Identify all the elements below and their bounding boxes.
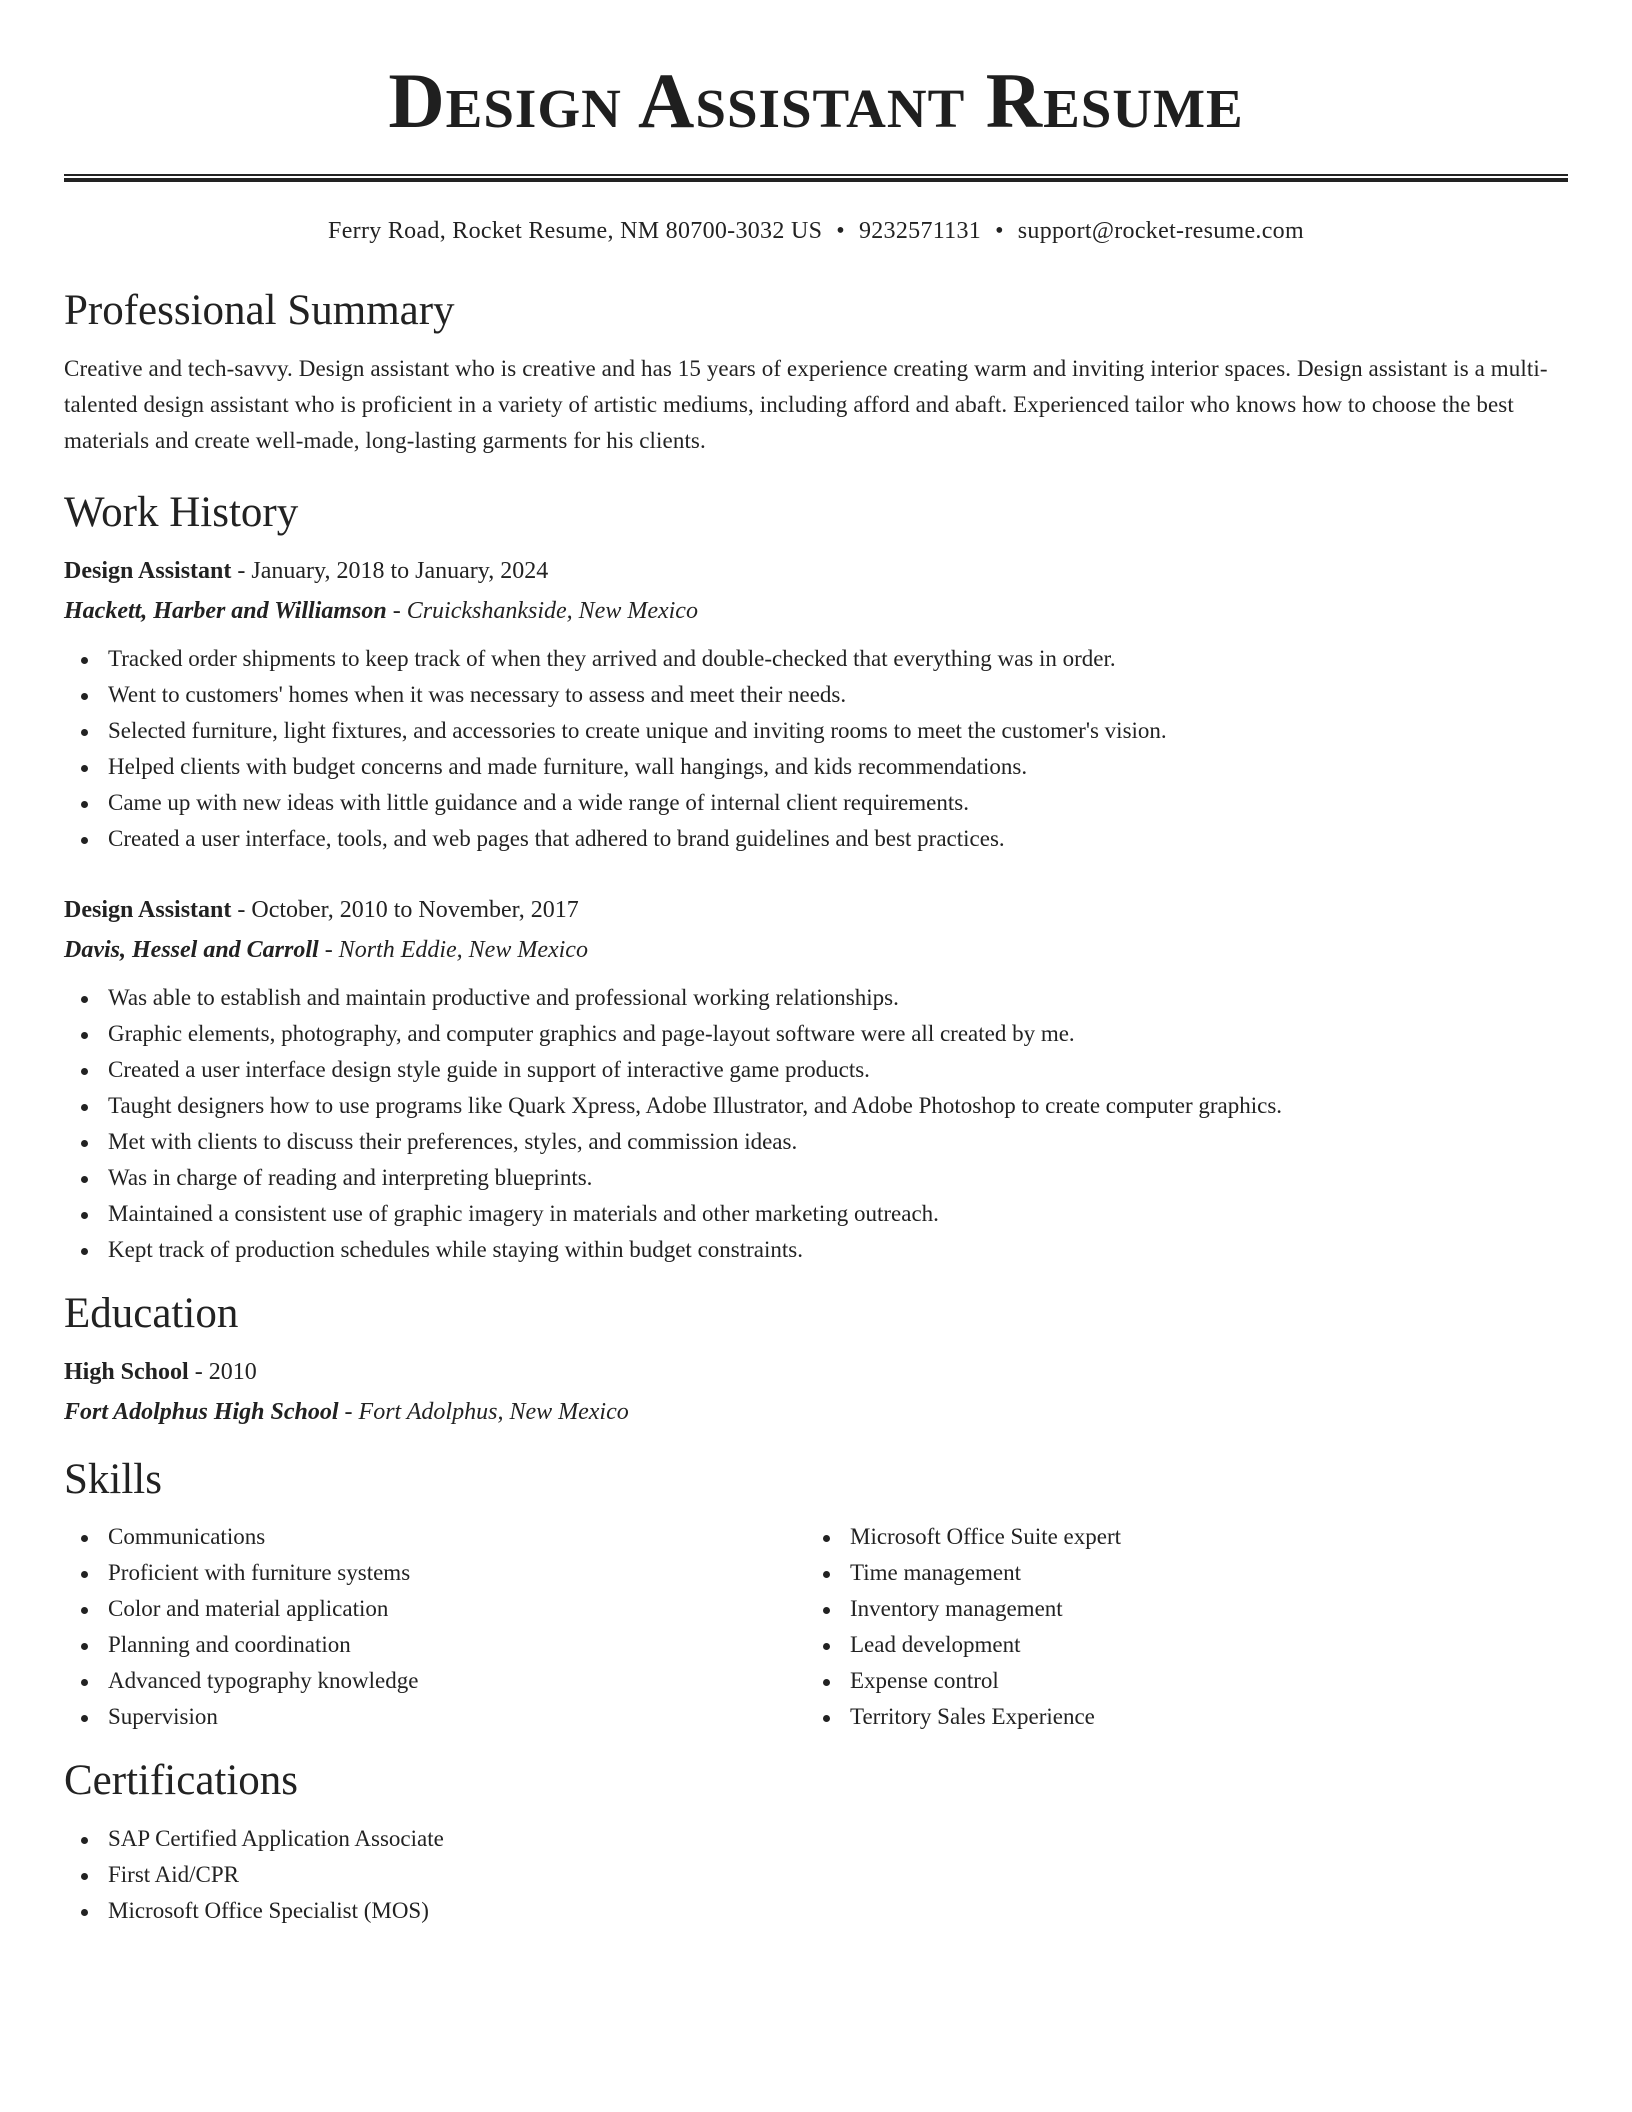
- list-item: First Aid/CPR: [64, 1857, 1568, 1893]
- certifications-section: [64, 1756, 1568, 1929]
- job-dates: - October, 2010 to November, 2017: [231, 897, 579, 923]
- job-title: Design Assistant: [64, 558, 232, 584]
- list-item: Lead development: [806, 1627, 1548, 1663]
- section-heading: Work History: [64, 489, 299, 536]
- list-item: Proficient with furniture systems: [64, 1555, 806, 1591]
- section-heading: Skills: [64, 1456, 162, 1503]
- education-entry: [64, 1352, 1568, 1432]
- list-item: Expense control: [806, 1663, 1548, 1699]
- list-item: Color and material application: [64, 1591, 806, 1627]
- job-duties-list: [64, 980, 1568, 1268]
- contact-line: [64, 216, 1568, 246]
- list-item: Came up with new ideas with little guidance and a wide range of internal client requirements.: [64, 785, 1568, 821]
- list-item: Advanced typography knowledge: [64, 1663, 806, 1699]
- section-heading: Education: [64, 1290, 239, 1337]
- list-item: Was in charge of reading and interpreting blueprints.: [64, 1160, 1568, 1196]
- summary-text: Creative and tech-savvy. Design assistant who is creative and has 15 years of experience creating warm and inviting interior spaces. Design assistant is a multi-talented design assistant who is proficient in a variety of artistic mediums, including afford and abaft. Experienced tailor who knows how to choose the best materials and create well-made, long-lasting garments for his clients.: [64, 356, 1548, 453]
- list-item: Selected furniture, light fixtures, and accessories to create unique and inviting rooms to meet the customer's vision.: [64, 713, 1568, 749]
- list-item: Inventory management: [806, 1591, 1548, 1627]
- job-company: Hackett, Harber and Williamson: [64, 598, 387, 624]
- job-company: Davis, Hessel and Carroll: [64, 937, 319, 963]
- skills-list-left: [64, 1519, 806, 1735]
- job-title-line: [64, 551, 1568, 591]
- professional-summary-section: [64, 286, 1568, 459]
- section-heading: Professional Summary: [64, 287, 455, 334]
- education-school: Fort Adolphus High School: [64, 1399, 339, 1425]
- list-item: Supervision: [64, 1699, 806, 1735]
- list-item: Graphic elements, photography, and computer graphics and page-layout software were all created by me.: [64, 1016, 1568, 1052]
- list-item: Communications: [64, 1519, 806, 1555]
- education-location: - Fort Adolphus, New Mexico: [338, 1399, 629, 1425]
- list-item: Created a user interface design style guide in support of interactive game products.: [64, 1052, 1568, 1088]
- list-item: SAP Certified Application Associate: [64, 1821, 1568, 1857]
- list-item: Kept track of production schedules while staying within budget constraints.: [64, 1232, 1568, 1268]
- list-item: Taught designers how to use programs like Quark Xpress, Adobe Illustrator, and Adobe Photoshop to create computer graphics.: [64, 1088, 1568, 1124]
- contact-phone: 9232571131: [858, 218, 982, 244]
- list-item: Time management: [806, 1555, 1548, 1591]
- list-item: Planning and coordination: [64, 1627, 806, 1663]
- job-location: - North Eddie, New Mexico: [318, 937, 588, 963]
- list-item: Created a user interface, tools, and web pages that adhered to brand guidelines and best practices.: [64, 821, 1568, 857]
- job-title: Design Assistant: [64, 897, 232, 923]
- contact-separator: •: [995, 218, 1004, 244]
- list-item: Met with clients to discuss their preferences, styles, and commission ideas.: [64, 1124, 1568, 1160]
- job-dates: - January, 2018 to January, 2024: [231, 558, 549, 584]
- list-item: Helped clients with budget concerns and made furniture, wall hangings, and kids recommendations.: [64, 749, 1568, 785]
- skills-columns: [64, 1519, 1568, 1735]
- job-title-line: [64, 890, 1568, 930]
- job-entry: [64, 890, 1568, 1268]
- title-divider: [64, 174, 1568, 182]
- education-degree-line: [64, 1352, 1568, 1392]
- list-item: Microsoft Office Suite expert: [806, 1519, 1548, 1555]
- section-heading: Certifications: [64, 1757, 299, 1804]
- job-entry: [64, 551, 1568, 857]
- job-location: - Cruickshankside, New Mexico: [386, 598, 698, 624]
- resume-title: Design Assistant Resume: [388, 57, 1244, 144]
- job-duties-list: [64, 641, 1568, 857]
- work-history-section: [64, 488, 1568, 1268]
- certifications-list: [64, 1821, 1568, 1929]
- list-item: Went to customers' homes when it was necessary to assess and meet their needs.: [64, 677, 1568, 713]
- contact-address: Ferry Road, Rocket Resume, NM 80700-3032 US: [328, 218, 823, 244]
- education-section: [64, 1289, 1568, 1432]
- job-company-line: [64, 930, 1568, 970]
- contact-email: support@rocket-resume.com: [1017, 218, 1304, 244]
- list-item: Tracked order shipments to keep track of when they arrived and double-checked that everything was in order.: [64, 641, 1568, 677]
- list-item: Maintained a consistent use of graphic imagery in materials and other marketing outreach.: [64, 1196, 1568, 1232]
- job-company-line: [64, 591, 1568, 631]
- skills-list-right: [806, 1519, 1548, 1735]
- list-item: Was able to establish and maintain productive and professional working relationships.: [64, 980, 1568, 1016]
- list-item: Microsoft Office Specialist (MOS): [64, 1893, 1568, 1929]
- contact-separator: •: [836, 218, 845, 244]
- education-year: - 2010: [188, 1359, 257, 1385]
- list-item: Territory Sales Experience: [806, 1699, 1548, 1735]
- skills-section: [64, 1455, 1568, 1735]
- education-school-line: [64, 1392, 1568, 1432]
- education-degree: High School: [64, 1359, 189, 1385]
